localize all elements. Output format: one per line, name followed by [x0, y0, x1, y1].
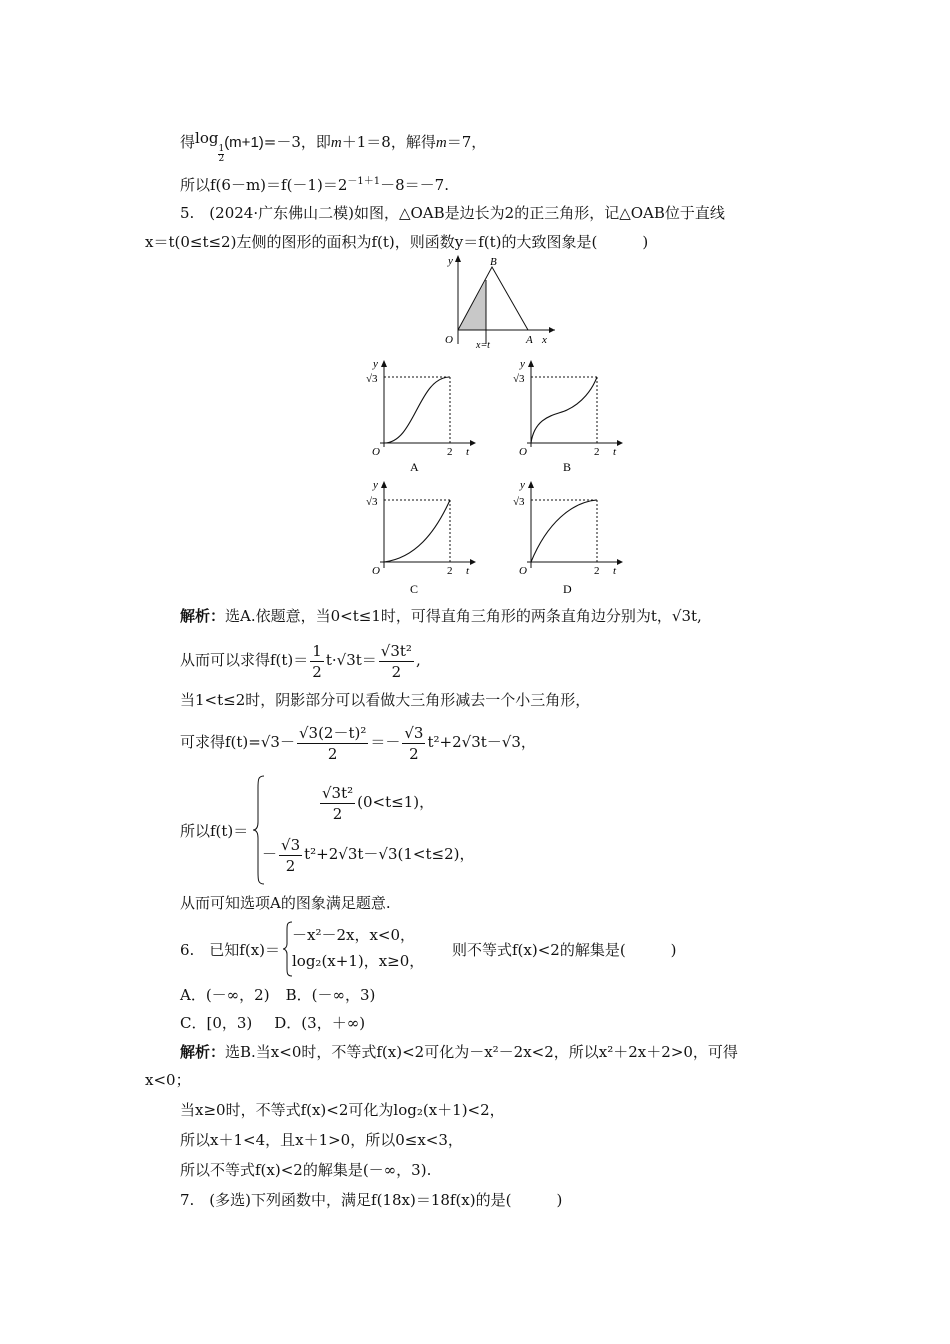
- frac-area-num: √3t²: [380, 641, 412, 660]
- q6-prefix: 6. 已知f(x)＝: [180, 941, 281, 959]
- graph-c-xtick: 2: [447, 565, 453, 577]
- prev-text-b: =－3，即: [263, 133, 331, 151]
- sol6-line-4: 所以x＋1<4，且x＋1>0，所以0≤x<3，: [180, 1131, 463, 1149]
- graph-c-origin: O: [372, 565, 380, 577]
- graph-c: [360, 478, 480, 600]
- graph-a-origin: O: [372, 446, 380, 458]
- sol6-line-3: 当x≥0时，不等式f(x)<2可化为log₂(x＋1)<2，: [180, 1101, 505, 1119]
- graph-b-origin: O: [519, 446, 527, 458]
- graph-a-letter: A: [410, 460, 419, 474]
- graph-d-origin: O: [519, 565, 527, 577]
- sol5-line-3: 当1<t≤2时，阴影部分可以看做大三角形减去一个小三角形，: [180, 691, 591, 709]
- graph-b: [507, 355, 627, 477]
- case1-condition: (0<t≤1)，: [357, 793, 435, 811]
- graph-d-x: t: [613, 565, 617, 577]
- frac-case2-num: √3: [281, 835, 301, 854]
- q6-option-b: B．(－∞，3): [285, 986, 376, 1004]
- graph-b-y: y: [520, 358, 525, 370]
- q6-option-d: D．(3，＋∞): [274, 1014, 366, 1032]
- fig-line-label: x=t: [476, 340, 490, 351]
- frac-case1: [320, 783, 355, 824]
- fig-vertex-b: B: [490, 256, 497, 268]
- prev-line2-text: 所以f(6－m)＝f(－1)＝2: [180, 176, 348, 194]
- var-m2: m: [435, 135, 447, 151]
- sol5-l2-end: ,: [415, 651, 421, 669]
- frac-case2-den: 2: [285, 856, 296, 875]
- graph-c-letter: C: [410, 582, 419, 596]
- sol6-l1: 选B.当x<0时，不等式f(x)<2可化为－x²－2x<2，所以x²＋2x＋2>0，可得: [225, 1043, 738, 1061]
- curve-d: [531, 500, 597, 562]
- frac-small-triangle: [297, 723, 368, 764]
- prev-text: 得: [180, 133, 196, 151]
- frac-case2: [279, 835, 302, 876]
- frac-case1-den: 2: [332, 804, 343, 823]
- q6-options-row-1: [180, 985, 375, 1005]
- graph-a-xtick: 2: [447, 446, 453, 458]
- frac-coef: [402, 723, 425, 764]
- sol6-line-1: [180, 1042, 738, 1062]
- sol5-l1: 选A.依题意，当0<t≤1时，可得直角三角形的两条直角边分别为t，√3t,: [225, 607, 702, 625]
- piecewise-case-1: [318, 780, 434, 824]
- frac-coef-num: √3: [404, 723, 424, 742]
- graph-b-ytick: √3: [513, 373, 525, 385]
- sol5-label: 解析：: [180, 607, 226, 625]
- prev-text-f: ＝7，: [446, 133, 487, 151]
- sol5-l4-b: ＝－: [370, 733, 401, 751]
- case2-minus: －: [262, 845, 278, 863]
- sol5-line-6: 从而可知选项A的图象满足题意.: [180, 894, 391, 912]
- case2-rest: t²+2√3t－√3(1<t≤2)，: [304, 845, 475, 863]
- frac-case1-num: √3t²: [322, 783, 354, 802]
- frac-small-num: √3(2－t)²: [298, 723, 367, 742]
- q6-case-2: log₂(x+1)，x≥0，: [292, 952, 425, 970]
- sol5-line-1: [180, 606, 702, 626]
- sol6-line-2: x<0；: [145, 1071, 191, 1089]
- piecewise-case-2: [262, 832, 474, 876]
- curve-a: [384, 377, 450, 443]
- q6-case-1: －x²－2x，x<0，: [292, 926, 416, 944]
- prev-line-1: [180, 129, 487, 164]
- frac-area: [379, 641, 414, 682]
- q6-suffix: 则不等式f(x)<2的解集是( ): [452, 941, 677, 959]
- q5-line-1: 5. (2024·广东佛山二模)如图，△OAB是边长为2的正三角形，记△OAB位于直线: [180, 204, 725, 222]
- graph-d-y: y: [520, 479, 525, 491]
- graph-c-ytick: √3: [366, 496, 378, 508]
- log-expression: [195, 129, 225, 164]
- sol5-line-4: [180, 720, 536, 764]
- frac-half-den: 2: [312, 662, 322, 681]
- fig-x-label: x: [542, 334, 547, 346]
- log-argument: (m+1): [224, 134, 264, 151]
- prev-text-d: ＋1＝8，解得: [341, 133, 436, 151]
- sol5-l4-c: t²+2√3t－√3，: [427, 733, 536, 751]
- graph-a: [360, 355, 480, 477]
- var-m: m: [330, 135, 342, 151]
- frac-half-num: 1: [312, 641, 322, 660]
- log-text: log: [195, 129, 219, 147]
- graph-a-ytick: √3: [366, 373, 378, 385]
- graph-a-y: y: [373, 358, 378, 370]
- graph-d-xtick: 2: [594, 565, 600, 577]
- q7-line: 7. (多选)下列函数中，满足f(18x)＝18f(x)的是( ): [180, 1191, 563, 1209]
- sol6-line-5: 所以不等式f(x)<2的解集是(－∞，3).: [180, 1161, 432, 1179]
- fig-origin-label: O: [445, 334, 453, 346]
- sol5-l2-a: 从而可以求得f(t)＝: [180, 651, 309, 669]
- graph-b-xtick: 2: [594, 446, 600, 458]
- prev-line2-end: －8＝－7.: [380, 176, 449, 194]
- graph-d: [507, 478, 627, 600]
- frac-small-den: 2: [327, 744, 338, 763]
- curve-c: [384, 500, 450, 562]
- frac-half: [310, 641, 324, 682]
- triangle-figure: [430, 252, 560, 352]
- sol5-line-2: [180, 638, 421, 682]
- graph-b-x: t: [613, 446, 617, 458]
- graph-d-ytick: √3: [513, 496, 525, 508]
- sol6-label: 解析：: [180, 1043, 226, 1061]
- frac-coef-den: 2: [409, 744, 419, 763]
- graph-c-y: y: [373, 479, 378, 491]
- graph-c-x: t: [466, 565, 470, 577]
- sol5-line-5-label: 所以f(t)＝: [180, 822, 249, 840]
- log-base-den: 2: [218, 154, 225, 164]
- q6-options-row-2: [180, 1013, 365, 1033]
- prev-line-2: [180, 172, 449, 195]
- log-base: [218, 145, 224, 164]
- fig-vertex-a: A: [526, 334, 533, 346]
- fig-y-label: y: [448, 255, 453, 267]
- prev-line2-sup: －1＋1: [347, 176, 381, 187]
- graph-a-x: t: [466, 446, 470, 458]
- q6-option-c: C．[0，3): [180, 1014, 253, 1032]
- log-base-num: 1: [218, 144, 225, 154]
- graph-d-letter: D: [563, 582, 572, 596]
- q6-option-a: A．(－∞，2): [180, 986, 270, 1004]
- sol5-l2-b: t·√3t＝: [325, 651, 377, 669]
- frac-area-den: 2: [391, 662, 402, 681]
- graph-b-letter: B: [563, 460, 572, 474]
- sol5-l4-a: 可求得f(t)=√3－: [180, 733, 295, 751]
- q5-line-2: x＝t(0≤t≤2)左侧的图形的面积为f(t)，则函数y＝f(t)的大致图象是( ): [145, 233, 649, 251]
- curve-b: [531, 377, 597, 443]
